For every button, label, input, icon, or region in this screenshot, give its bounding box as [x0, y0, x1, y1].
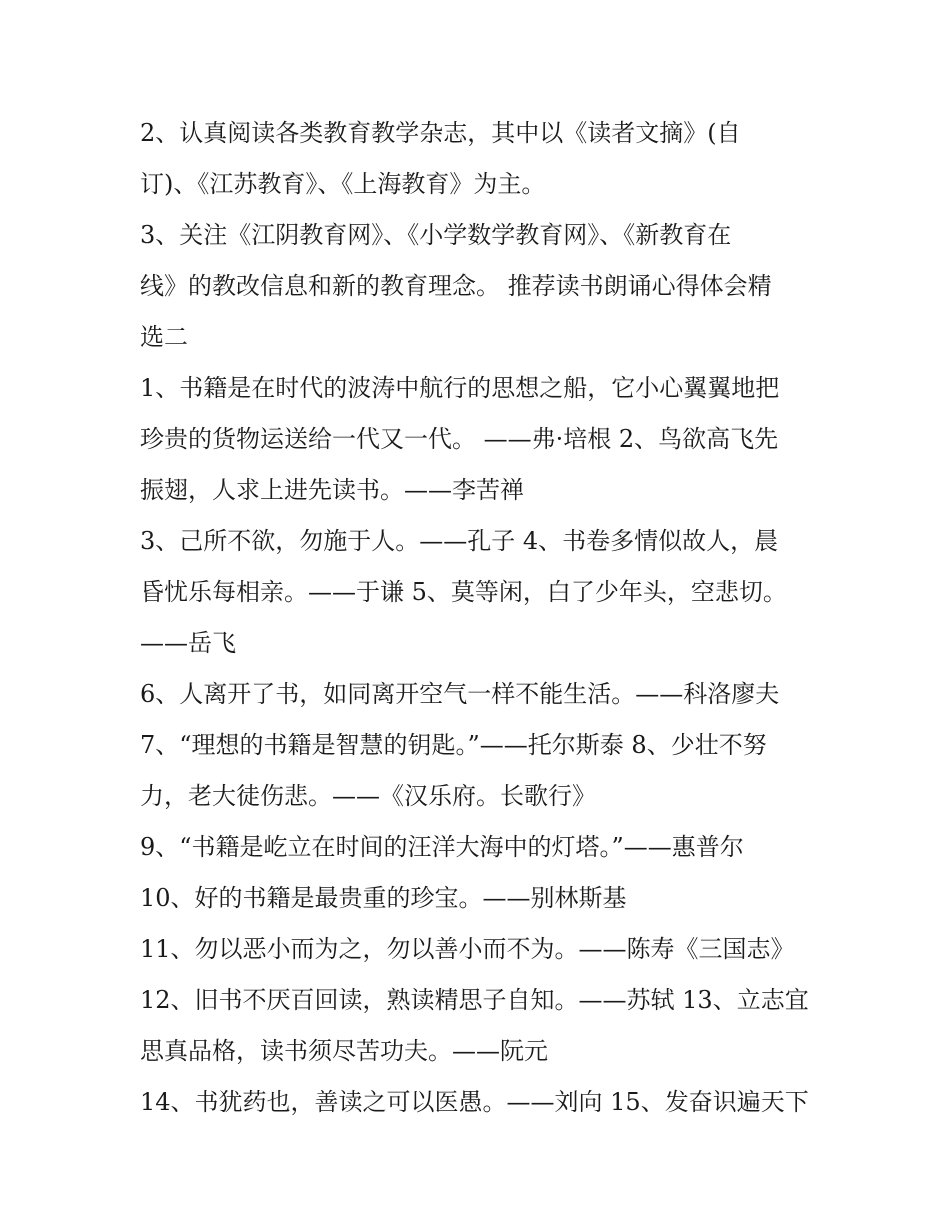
text-line: 12、旧书不厌百回读，熟读精思子自知。——苏轼 13、立志宜: [140, 986, 809, 1014]
text-line: 9、“书籍是屹立在时间的汪洋大海中的灯塔。”——惠普尔: [140, 833, 744, 861]
text-line: 3、己所不欲，勿施于人。——孔子 4、书卷多情似故人，晨: [140, 527, 779, 555]
text-line: 思真品格，读书须尽苦功夫。——阮元: [140, 1037, 548, 1065]
text-line: 7、“理想的书籍是智慧的钥匙。”——托尔斯泰 8、少壮不努: [140, 731, 767, 759]
text-line: 订)、《江苏教育》、《上海教育》为主。: [140, 170, 546, 198]
text-line: 线》的教改信息和新的教育理念。 推荐读书朗诵心得体会精: [140, 272, 772, 300]
text-line: 6、人离开了书，如同离开空气一样不能生活。——科洛廖夫: [140, 680, 780, 708]
text-line: 3、关注《江阴教育网》、《小学数学教育网》、《新教育在: [140, 221, 732, 249]
text-line: 振翅，人求上进先读书。——李苦禅: [140, 476, 524, 504]
text-line: 14、书犹药也，善读之可以医愚。——刘向 15、发奋识遍天下: [140, 1088, 809, 1116]
text-line: 力，老大徒伤悲。——《汉乐府。长歌行》: [140, 782, 596, 810]
text-line: 选二: [140, 323, 188, 351]
text-line: 1、书籍是在时代的波涛中航行的思想之船，它小心翼翼地把: [140, 374, 780, 402]
text-line: 昏忧乐每相亲。——于谦 5、莫等闲，白了少年头，空悲切。: [140, 578, 787, 606]
text-line: ——岳飞: [140, 629, 236, 657]
text-line: 10、好的书籍是最贵重的珍宝。——别林斯基: [140, 884, 627, 912]
text-line: 2、认真阅读各类教育教学杂志，其中以《读者文摘》(自: [140, 119, 741, 147]
text-line: 珍贵的货物运送给一代又一代。 ——弗·培根 2、鸟欲高飞先: [140, 425, 779, 453]
document-body: [140, 108, 820, 1128]
text-line: 11、勿以恶小而为之，勿以善小而不为。——陈寿《三国志》: [140, 935, 795, 963]
